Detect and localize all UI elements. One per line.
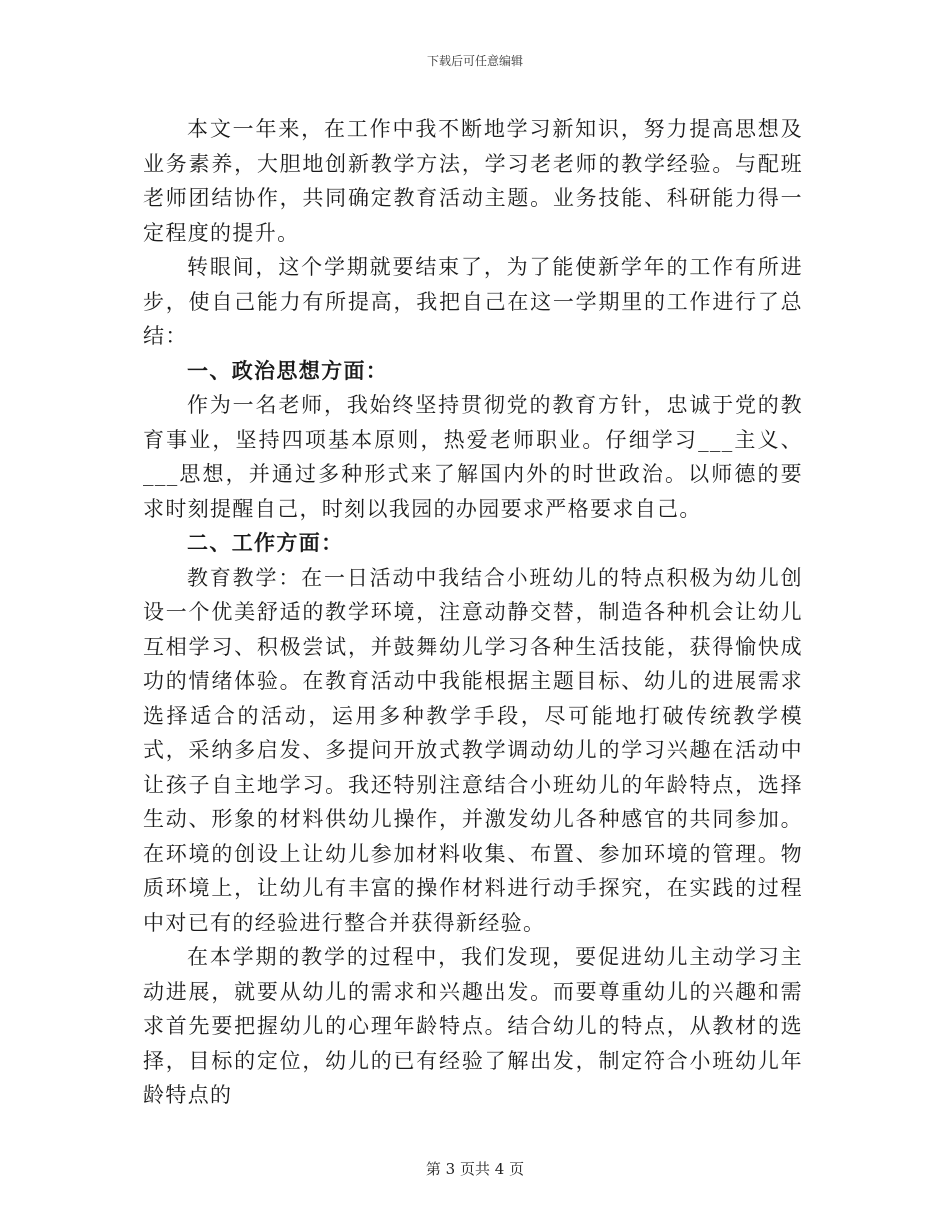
- paragraph-intro: 本文一年来，在工作中我不断地学习新知识，努力提高思想及业务素养，大胆地创新教学方法，学习老老师的教学经验。与配班老师团结协作，共同确定教育活动主题。业务技能、科研能力得一定程度的提升。: [143, 117, 803, 245]
- paragraph-political: 作为一名老师，我始终坚持贯彻党的教育方针，忠诚于党的教育事业，坚持四项基本原则，热爱老师职业。仔细学习___主义、___思想，并通过多种形式来了解国内外的时世政治。以师德的要求时刻提醒自己，时刻以我园的办园要求严格要求自己。: [143, 393, 803, 521]
- paragraph-semester: 在本学期的教学的过程中，我们发现，要促进幼儿主动学习主动进展，就要从幼儿的需求和兴趣出发。而要尊重幼儿的兴趣和需求首先要把握幼儿的心理年龄特点。结合幼儿的特点，从教材的选择，目标的定位，幼儿的已有经验了解出发，制定符合小班幼儿年龄特点的: [143, 945, 803, 1107]
- page-header: 下载后可任意编辑: [426, 54, 523, 68]
- document-body: [143, 112, 803, 1113]
- section-heading-work: 二、工作方面：: [187, 531, 344, 555]
- paragraph-teaching: 教育教学：在一日活动中我结合小班幼儿的特点积极为幼儿创设一个优美舒适的教学环境，注意动静交替，制造各种机会让幼儿互相学习、积极尝试，并鼓舞幼儿学习各种生活技能，获得愉快成功的情绪体验。在教育活动中我能根据主题目标、幼儿的进展需求选择适合的活动，运用多种教学手段，尽可能地打破传统教学模式，采纳多启发、多提问开放式教学调动幼儿的学习兴趣在活动中让孩子自主地学习。我还特别注意结合小班幼儿的年龄特点，选择生动、形象的材料供幼儿操作，并激发幼儿各种感官的共同参加。在环境的创设上让幼儿参加材料收集、布置、参加环境的管理。物质环境上，让幼儿有丰富的操作材料进行动手探究，在实践的过程中对已有的经验进行整合并获得新经验。: [143, 565, 803, 935]
- paragraph-summary-lead: 转眼间，这个学期就要结束了，为了能使新学年的工作有所进步，使自己能力有所提高，我把自己在这一学期里的工作进行了总结：: [143, 255, 803, 348]
- section-heading-political: 一、政治思想方面：: [187, 358, 389, 383]
- page-number: 第 3 页共 4 页: [425, 1160, 525, 1178]
